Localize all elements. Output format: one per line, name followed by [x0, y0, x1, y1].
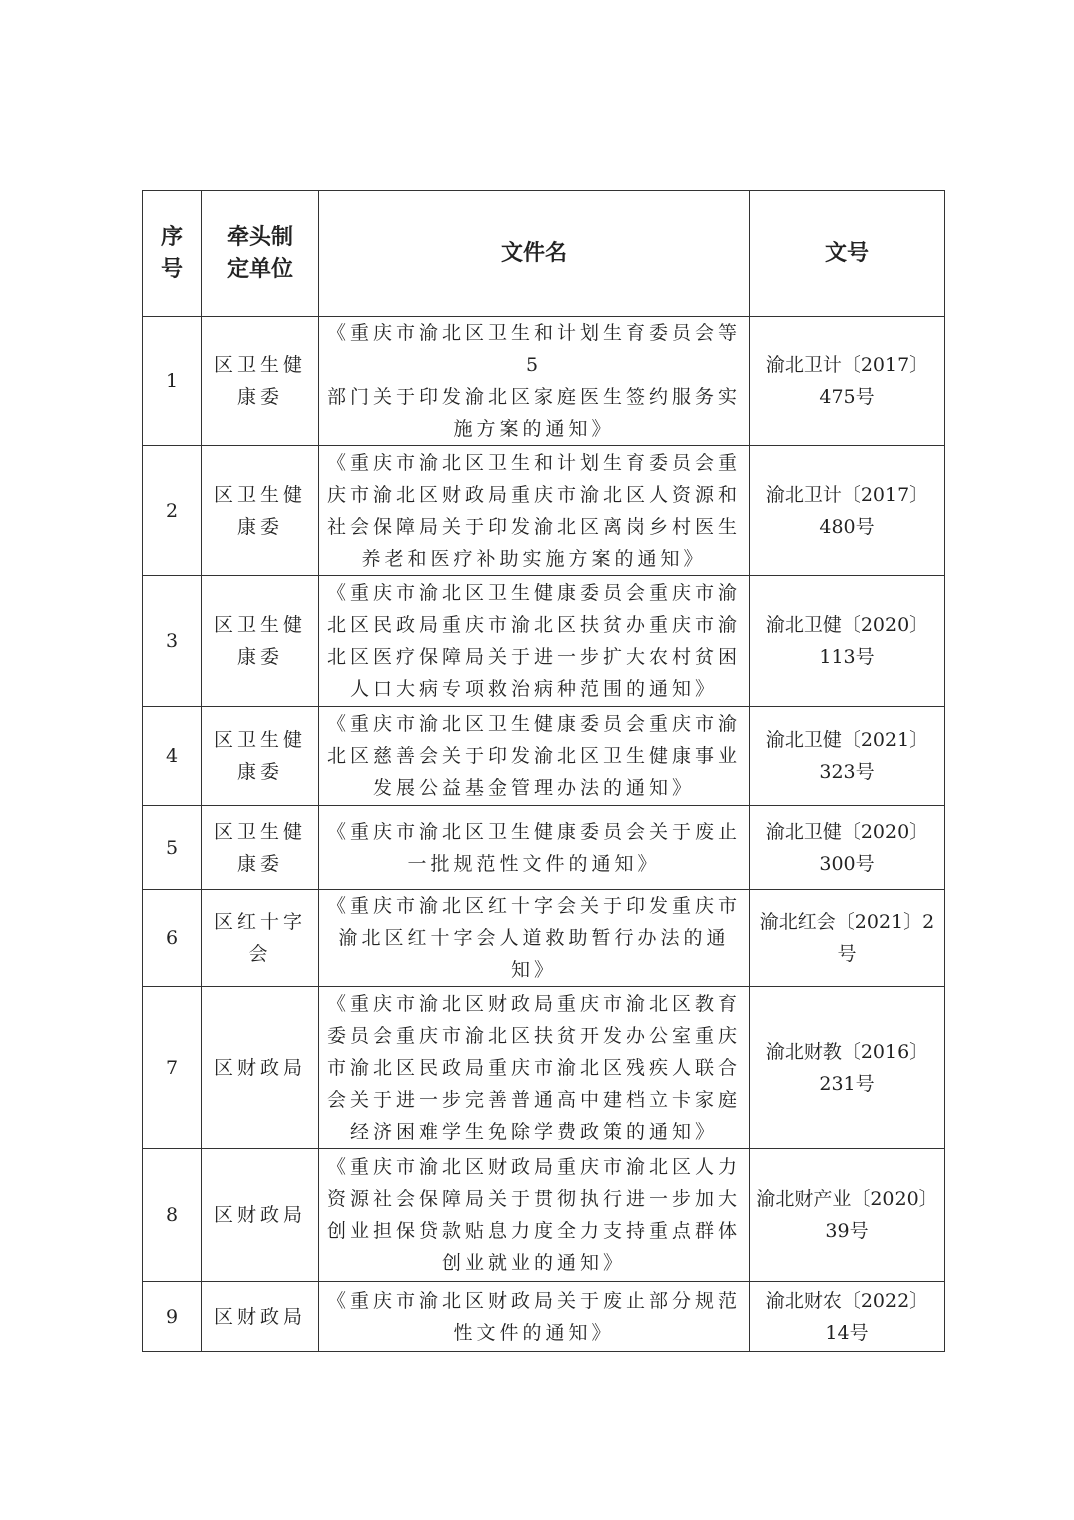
- document-number: 渝北卫健〔2020〕 113号: [750, 576, 945, 707]
- header-name: 文件名: [319, 191, 750, 317]
- table-row: [143, 806, 945, 890]
- document-number: 渝北财教〔2016〕 231号: [750, 987, 945, 1149]
- row-number: 9: [143, 1282, 202, 1352]
- document-name: 《重庆市渝北区卫生健康委员会重庆市渝 北区民政局重庆市渝北区扶贫办重庆市渝 北区医疗保障局关于进一步扩大农村贫困 人口大病专项救治病种范围的通知》: [319, 576, 750, 707]
- document-number: 渝北红会〔2021〕2 号: [750, 890, 945, 987]
- lead-unit: 区卫生健 康委: [202, 576, 319, 707]
- document-number: 渝北财产业〔2020〕 39号: [750, 1149, 945, 1282]
- row-number: 5: [143, 806, 202, 890]
- lead-unit: 区财政局: [202, 1282, 319, 1352]
- lead-unit: 区财政局: [202, 987, 319, 1149]
- document-name: 《重庆市渝北区卫生和计划生育委员会等5 部门关于印发渝北区家庭医生签约服务实 施方案的通知》: [319, 317, 750, 446]
- document-number: 渝北卫计〔2017〕 475号: [750, 317, 945, 446]
- lead-unit: 区卫生健 康委: [202, 707, 319, 806]
- row-number: 3: [143, 576, 202, 707]
- document-name: 《重庆市渝北区卫生健康委员会关于废止 一批规范性文件的通知》: [319, 806, 750, 890]
- row-number: 6: [143, 890, 202, 987]
- lead-unit: 区卫生健 康委: [202, 317, 319, 446]
- document-name: 《重庆市渝北区卫生和计划生育委员会重 庆市渝北区财政局重庆市渝北区人资源和 社会保障局关于印发渝北区离岗乡村医生 养老和医疗补助实施方案的通知》: [319, 446, 750, 576]
- row-number: 7: [143, 987, 202, 1149]
- table-row: [143, 576, 945, 707]
- header-row: [143, 191, 945, 317]
- policy-document-table: [142, 190, 945, 1352]
- lead-unit: 区卫生健 康委: [202, 806, 319, 890]
- lead-unit: 区卫生健 康委: [202, 446, 319, 576]
- header-no: 序 号: [143, 191, 202, 317]
- table-row: [143, 1282, 945, 1352]
- row-number: 1: [143, 317, 202, 446]
- document-name: 《重庆市渝北区财政局关于废止部分规范 性文件的通知》: [319, 1282, 750, 1352]
- table-row: [143, 987, 945, 1149]
- document-number: 渝北财农〔2022〕 14号: [750, 1282, 945, 1352]
- header-unit: 牵头制 定单位: [202, 191, 319, 317]
- table-row: [143, 890, 945, 987]
- document-name: 《重庆市渝北区财政局重庆市渝北区人力 资源社会保障局关于贯彻执行进一步加大 创业担保贷款贴息力度全力支持重点群体 创业就业的通知》: [319, 1149, 750, 1282]
- row-number: 4: [143, 707, 202, 806]
- table-row: [143, 446, 945, 576]
- document-number: 渝北卫健〔2021〕 323号: [750, 707, 945, 806]
- document-name: 《重庆市渝北区财政局重庆市渝北区教育 委员会重庆市渝北区扶贫开发办公室重庆 市渝北区民政局重庆市渝北区残疾人联合 会关于进一步完善普通高中建档立卡家庭 经济困难学生免除学费政策的通知》: [319, 987, 750, 1149]
- header-doc-no: 文号: [750, 191, 945, 317]
- row-number: 8: [143, 1149, 202, 1282]
- table-row: [143, 707, 945, 806]
- document-name: 《重庆市渝北区卫生健康委员会重庆市渝 北区慈善会关于印发渝北区卫生健康事业 发展公益基金管理办法的通知》: [319, 707, 750, 806]
- document-name: 《重庆市渝北区红十字会关于印发重庆市 渝北区红十字会人道救助暂行办法的通知》: [319, 890, 750, 987]
- row-number: 2: [143, 446, 202, 576]
- table-row: [143, 1149, 945, 1282]
- document-number: 渝北卫计〔2017〕 480号: [750, 446, 945, 576]
- lead-unit: 区红十字 会: [202, 890, 319, 987]
- document-number: 渝北卫健〔2020〕 300号: [750, 806, 945, 890]
- lead-unit: 区财政局: [202, 1149, 319, 1282]
- table-row: [143, 317, 945, 446]
